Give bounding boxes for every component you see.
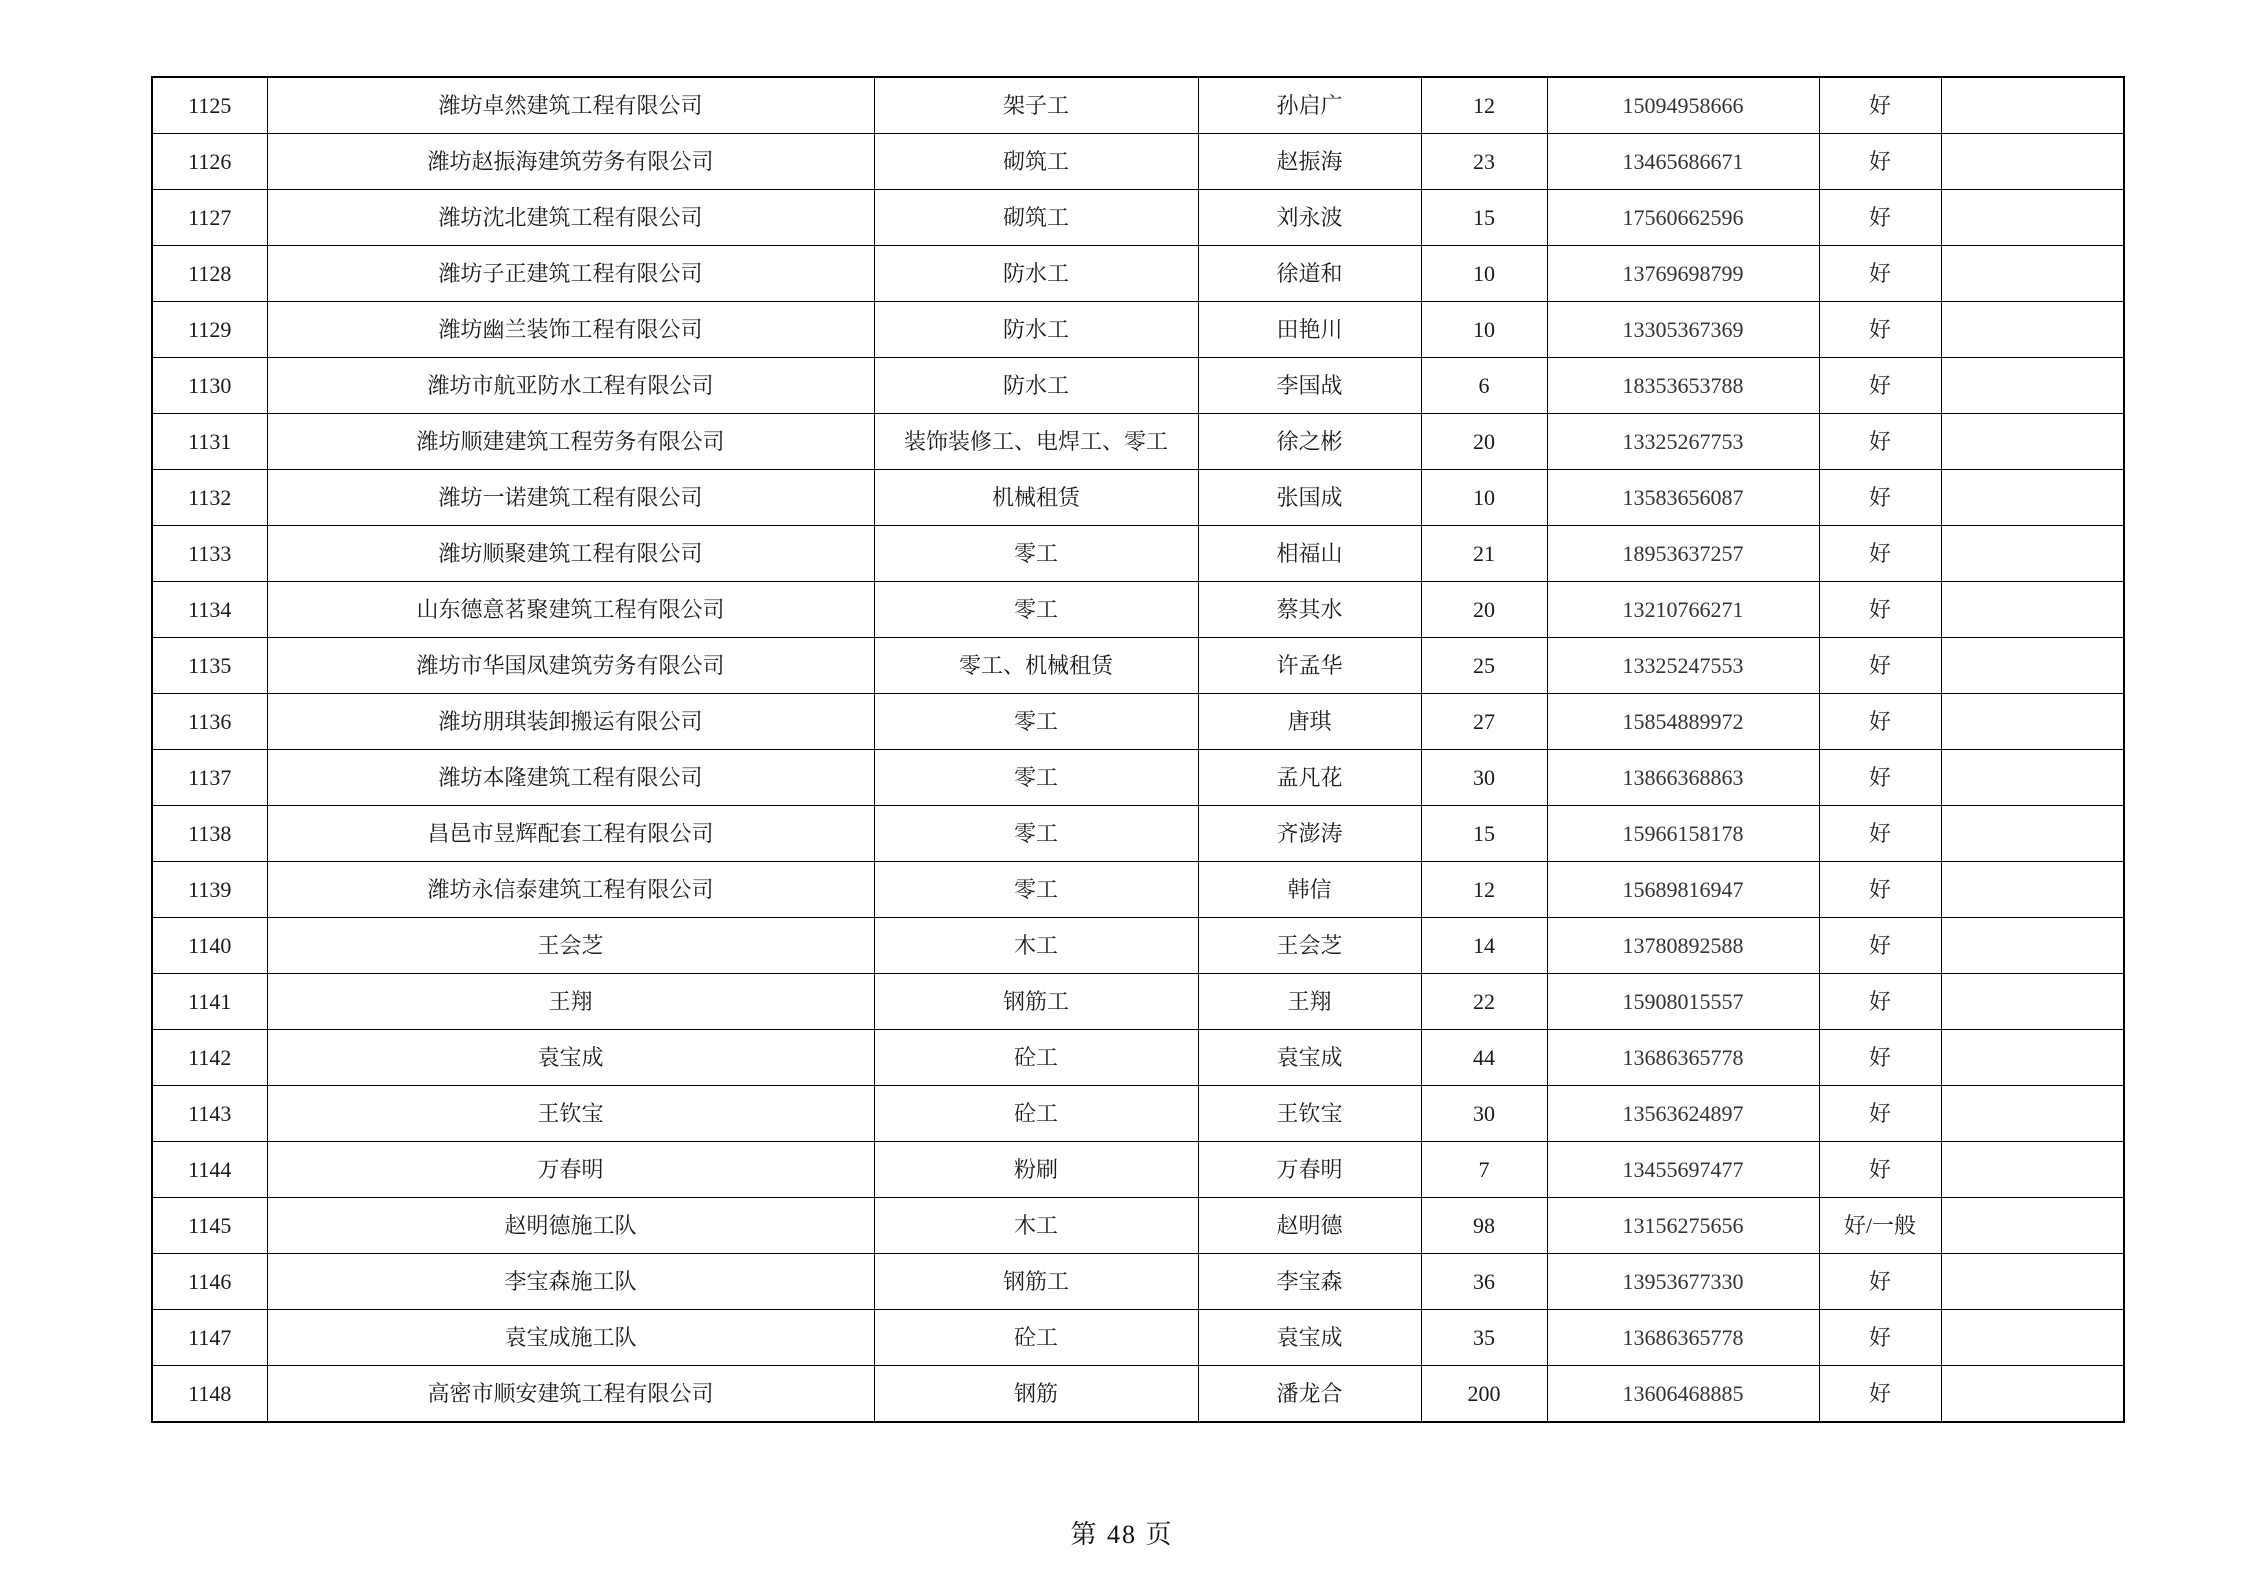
cell-evaluation: 好 xyxy=(1819,918,1941,974)
cell-contact-person: 徐道和 xyxy=(1198,246,1421,302)
table-row xyxy=(152,190,2124,246)
cell-evaluation: 好 xyxy=(1819,806,1941,862)
cell-contact-person: 蔡其水 xyxy=(1198,582,1421,638)
table-row xyxy=(152,526,2124,582)
cell-row-number: 1141 xyxy=(152,974,267,1030)
table-row xyxy=(152,918,2124,974)
cell-row-number: 1140 xyxy=(152,918,267,974)
cell-company-name: 山东德意茗聚建筑工程有限公司 xyxy=(267,582,874,638)
cell-evaluation: 好 xyxy=(1819,638,1941,694)
cell-remarks xyxy=(1941,638,2124,694)
cell-evaluation: 好 xyxy=(1819,1030,1941,1086)
cell-phone-number: 13686365778 xyxy=(1547,1030,1819,1086)
cell-phone-number: 15094958666 xyxy=(1547,77,1819,134)
cell-worker-count: 23 xyxy=(1421,134,1547,190)
cell-company-name: 潍坊顺建建筑工程劳务有限公司 xyxy=(267,414,874,470)
cell-evaluation: 好 xyxy=(1819,358,1941,414)
cell-evaluation: 好 xyxy=(1819,77,1941,134)
cell-contact-person: 王会芝 xyxy=(1198,918,1421,974)
cell-worker-count: 6 xyxy=(1421,358,1547,414)
cell-company-name: 袁宝成 xyxy=(267,1030,874,1086)
cell-evaluation: 好 xyxy=(1819,694,1941,750)
cell-contact-person: 万春明 xyxy=(1198,1142,1421,1198)
cell-row-number: 1142 xyxy=(152,1030,267,1086)
cell-worker-count: 12 xyxy=(1421,862,1547,918)
cell-remarks xyxy=(1941,750,2124,806)
cell-worker-count: 20 xyxy=(1421,582,1547,638)
cell-phone-number: 13780892588 xyxy=(1547,918,1819,974)
cell-remarks xyxy=(1941,694,2124,750)
cell-worker-count: 35 xyxy=(1421,1310,1547,1366)
table-row xyxy=(152,134,2124,190)
cell-contact-person: 韩信 xyxy=(1198,862,1421,918)
cell-remarks xyxy=(1941,1254,2124,1310)
cell-worker-count: 14 xyxy=(1421,918,1547,974)
cell-contact-person: 孙启广 xyxy=(1198,77,1421,134)
cell-trade-type: 防水工 xyxy=(874,358,1198,414)
cell-trade-type: 砌筑工 xyxy=(874,190,1198,246)
cell-remarks xyxy=(1941,582,2124,638)
cell-worker-count: 15 xyxy=(1421,806,1547,862)
cell-trade-type: 砌筑工 xyxy=(874,134,1198,190)
cell-phone-number: 13953677330 xyxy=(1547,1254,1819,1310)
cell-evaluation: 好 xyxy=(1819,246,1941,302)
cell-row-number: 1130 xyxy=(152,358,267,414)
cell-evaluation: 好 xyxy=(1819,974,1941,1030)
cell-remarks xyxy=(1941,526,2124,582)
cell-evaluation: 好 xyxy=(1819,1254,1941,1310)
cell-phone-number: 15908015557 xyxy=(1547,974,1819,1030)
cell-contact-person: 李国战 xyxy=(1198,358,1421,414)
cell-remarks xyxy=(1941,1142,2124,1198)
cell-worker-count: 30 xyxy=(1421,1086,1547,1142)
table-row xyxy=(152,638,2124,694)
cell-company-name: 潍坊朋琪装卸搬运有限公司 xyxy=(267,694,874,750)
cell-phone-number: 15966158178 xyxy=(1547,806,1819,862)
cell-worker-count: 7 xyxy=(1421,1142,1547,1198)
table-row xyxy=(152,806,2124,862)
cell-remarks xyxy=(1941,358,2124,414)
cell-contact-person: 王钦宝 xyxy=(1198,1086,1421,1142)
cell-contact-person: 孟凡花 xyxy=(1198,750,1421,806)
cell-trade-type: 砼工 xyxy=(874,1310,1198,1366)
cell-evaluation: 好 xyxy=(1819,134,1941,190)
table-row xyxy=(152,1366,2124,1423)
table-row xyxy=(152,470,2124,526)
cell-phone-number: 13305367369 xyxy=(1547,302,1819,358)
cell-phone-number: 18953637257 xyxy=(1547,526,1819,582)
cell-evaluation: 好/一般 xyxy=(1819,1198,1941,1254)
cell-remarks xyxy=(1941,1310,2124,1366)
cell-row-number: 1143 xyxy=(152,1086,267,1142)
cell-worker-count: 44 xyxy=(1421,1030,1547,1086)
cell-remarks xyxy=(1941,246,2124,302)
table-row xyxy=(152,862,2124,918)
cell-trade-type: 零工 xyxy=(874,862,1198,918)
cell-contact-person: 袁宝成 xyxy=(1198,1310,1421,1366)
cell-phone-number: 13325247553 xyxy=(1547,638,1819,694)
cell-phone-number: 15854889972 xyxy=(1547,694,1819,750)
table-row xyxy=(152,1254,2124,1310)
cell-remarks xyxy=(1941,1086,2124,1142)
cell-remarks xyxy=(1941,302,2124,358)
table-row xyxy=(152,974,2124,1030)
cell-remarks xyxy=(1941,77,2124,134)
cell-trade-type: 钢筋 xyxy=(874,1366,1198,1423)
cell-remarks xyxy=(1941,806,2124,862)
cell-evaluation: 好 xyxy=(1819,750,1941,806)
cell-contact-person: 袁宝成 xyxy=(1198,1030,1421,1086)
cell-phone-number: 13686365778 xyxy=(1547,1310,1819,1366)
cell-worker-count: 20 xyxy=(1421,414,1547,470)
cell-remarks xyxy=(1941,134,2124,190)
cell-remarks xyxy=(1941,918,2124,974)
cell-trade-type: 木工 xyxy=(874,1198,1198,1254)
cell-contact-person: 王翔 xyxy=(1198,974,1421,1030)
roster-body xyxy=(152,77,2124,1422)
cell-evaluation: 好 xyxy=(1819,1086,1941,1142)
cell-remarks xyxy=(1941,1366,2124,1423)
cell-evaluation: 好 xyxy=(1819,414,1941,470)
cell-row-number: 1148 xyxy=(152,1366,267,1423)
cell-worker-count: 36 xyxy=(1421,1254,1547,1310)
cell-phone-number: 13325267753 xyxy=(1547,414,1819,470)
cell-phone-number: 15689816947 xyxy=(1547,862,1819,918)
cell-worker-count: 27 xyxy=(1421,694,1547,750)
cell-row-number: 1134 xyxy=(152,582,267,638)
cell-worker-count: 21 xyxy=(1421,526,1547,582)
cell-company-name: 潍坊赵振海建筑劳务有限公司 xyxy=(267,134,874,190)
cell-phone-number: 18353653788 xyxy=(1547,358,1819,414)
cell-company-name: 王会芝 xyxy=(267,918,874,974)
cell-phone-number: 13465686671 xyxy=(1547,134,1819,190)
cell-trade-type: 钢筋工 xyxy=(874,974,1198,1030)
cell-company-name: 潍坊卓然建筑工程有限公司 xyxy=(267,77,874,134)
cell-evaluation: 好 xyxy=(1819,582,1941,638)
cell-phone-number: 13583656087 xyxy=(1547,470,1819,526)
cell-remarks xyxy=(1941,190,2124,246)
cell-company-name: 王翔 xyxy=(267,974,874,1030)
cell-company-name: 赵明德施工队 xyxy=(267,1198,874,1254)
cell-row-number: 1125 xyxy=(152,77,267,134)
cell-contact-person: 齐澎涛 xyxy=(1198,806,1421,862)
cell-trade-type: 零工、机械租赁 xyxy=(874,638,1198,694)
cell-phone-number: 13866368863 xyxy=(1547,750,1819,806)
cell-row-number: 1147 xyxy=(152,1310,267,1366)
cell-phone-number: 13606468885 xyxy=(1547,1366,1819,1423)
cell-remarks xyxy=(1941,470,2124,526)
cell-row-number: 1126 xyxy=(152,134,267,190)
cell-contact-person: 刘永波 xyxy=(1198,190,1421,246)
cell-row-number: 1132 xyxy=(152,470,267,526)
cell-worker-count: 200 xyxy=(1421,1366,1547,1423)
cell-contact-person: 李宝森 xyxy=(1198,1254,1421,1310)
cell-worker-count: 10 xyxy=(1421,246,1547,302)
cell-trade-type: 装饰装修工、电焊工、零工 xyxy=(874,414,1198,470)
cell-contact-person: 张国成 xyxy=(1198,470,1421,526)
cell-contact-person: 赵明德 xyxy=(1198,1198,1421,1254)
cell-trade-type: 防水工 xyxy=(874,246,1198,302)
cell-evaluation: 好 xyxy=(1819,1142,1941,1198)
cell-company-name: 潍坊幽兰装饰工程有限公司 xyxy=(267,302,874,358)
cell-company-name: 潍坊一诺建筑工程有限公司 xyxy=(267,470,874,526)
cell-worker-count: 25 xyxy=(1421,638,1547,694)
cell-company-name: 王钦宝 xyxy=(267,1086,874,1142)
cell-row-number: 1133 xyxy=(152,526,267,582)
cell-evaluation: 好 xyxy=(1819,1310,1941,1366)
cell-contact-person: 赵振海 xyxy=(1198,134,1421,190)
cell-company-name: 万春明 xyxy=(267,1142,874,1198)
cell-worker-count: 10 xyxy=(1421,470,1547,526)
cell-row-number: 1144 xyxy=(152,1142,267,1198)
cell-company-name: 潍坊子正建筑工程有限公司 xyxy=(267,246,874,302)
table-row xyxy=(152,1086,2124,1142)
table-row xyxy=(152,694,2124,750)
cell-company-name: 昌邑市昱辉配套工程有限公司 xyxy=(267,806,874,862)
cell-row-number: 1135 xyxy=(152,638,267,694)
cell-trade-type: 钢筋工 xyxy=(874,1254,1198,1310)
cell-company-name: 潍坊市华国凤建筑劳务有限公司 xyxy=(267,638,874,694)
table-row xyxy=(152,414,2124,470)
cell-company-name: 袁宝成施工队 xyxy=(267,1310,874,1366)
cell-contact-person: 相福山 xyxy=(1198,526,1421,582)
cell-trade-type: 防水工 xyxy=(874,302,1198,358)
cell-trade-type: 机械租赁 xyxy=(874,470,1198,526)
cell-phone-number: 13210766271 xyxy=(1547,582,1819,638)
table-row xyxy=(152,302,2124,358)
cell-worker-count: 10 xyxy=(1421,302,1547,358)
cell-row-number: 1129 xyxy=(152,302,267,358)
table-row xyxy=(152,1142,2124,1198)
page-number: 第 48 页 xyxy=(1070,1520,1174,1549)
cell-contact-person: 田艳川 xyxy=(1198,302,1421,358)
cell-row-number: 1136 xyxy=(152,694,267,750)
cell-row-number: 1138 xyxy=(152,806,267,862)
cell-company-name: 李宝森施工队 xyxy=(267,1254,874,1310)
cell-contact-person: 潘龙合 xyxy=(1198,1366,1421,1423)
cell-contact-person: 徐之彬 xyxy=(1198,414,1421,470)
cell-row-number: 1128 xyxy=(152,246,267,302)
cell-trade-type: 零工 xyxy=(874,806,1198,862)
cell-remarks xyxy=(1941,862,2124,918)
table-row xyxy=(152,750,2124,806)
cell-worker-count: 22 xyxy=(1421,974,1547,1030)
cell-trade-type: 零工 xyxy=(874,526,1198,582)
cell-company-name: 潍坊沈北建筑工程有限公司 xyxy=(267,190,874,246)
cell-row-number: 1127 xyxy=(152,190,267,246)
cell-row-number: 1131 xyxy=(152,414,267,470)
cell-worker-count: 15 xyxy=(1421,190,1547,246)
cell-company-name: 潍坊市航亚防水工程有限公司 xyxy=(267,358,874,414)
cell-worker-count: 12 xyxy=(1421,77,1547,134)
cell-contact-person: 唐琪 xyxy=(1198,694,1421,750)
cell-remarks xyxy=(1941,974,2124,1030)
cell-remarks xyxy=(1941,1030,2124,1086)
cell-row-number: 1137 xyxy=(152,750,267,806)
table-row xyxy=(152,1310,2124,1366)
cell-row-number: 1146 xyxy=(152,1254,267,1310)
cell-remarks xyxy=(1941,1198,2124,1254)
table-row xyxy=(152,1030,2124,1086)
cell-phone-number: 17560662596 xyxy=(1547,190,1819,246)
cell-company-name: 潍坊本隆建筑工程有限公司 xyxy=(267,750,874,806)
cell-worker-count: 98 xyxy=(1421,1198,1547,1254)
cell-trade-type: 架子工 xyxy=(874,77,1198,134)
cell-evaluation: 好 xyxy=(1819,190,1941,246)
roster-table xyxy=(151,76,2125,1423)
cell-contact-person: 许孟华 xyxy=(1198,638,1421,694)
table-row xyxy=(152,77,2124,134)
cell-remarks xyxy=(1941,414,2124,470)
cell-company-name: 潍坊永信泰建筑工程有限公司 xyxy=(267,862,874,918)
cell-trade-type: 砼工 xyxy=(874,1030,1198,1086)
table-row xyxy=(152,358,2124,414)
cell-company-name: 高密市顺安建筑工程有限公司 xyxy=(267,1366,874,1423)
cell-row-number: 1145 xyxy=(152,1198,267,1254)
cell-trade-type: 零工 xyxy=(874,582,1198,638)
cell-evaluation: 好 xyxy=(1819,526,1941,582)
cell-trade-type: 零工 xyxy=(874,750,1198,806)
cell-trade-type: 零工 xyxy=(874,694,1198,750)
cell-evaluation: 好 xyxy=(1819,862,1941,918)
cell-worker-count: 30 xyxy=(1421,750,1547,806)
cell-phone-number: 13769698799 xyxy=(1547,246,1819,302)
cell-evaluation: 好 xyxy=(1819,1366,1941,1423)
cell-phone-number: 13156275656 xyxy=(1547,1198,1819,1254)
table-row xyxy=(152,246,2124,302)
cell-trade-type: 砼工 xyxy=(874,1086,1198,1142)
cell-evaluation: 好 xyxy=(1819,470,1941,526)
table-row xyxy=(152,582,2124,638)
cell-phone-number: 13563624897 xyxy=(1547,1086,1819,1142)
cell-row-number: 1139 xyxy=(152,862,267,918)
cell-trade-type: 粉刷 xyxy=(874,1142,1198,1198)
cell-evaluation: 好 xyxy=(1819,302,1941,358)
cell-trade-type: 木工 xyxy=(874,918,1198,974)
cell-phone-number: 13455697477 xyxy=(1547,1142,1819,1198)
table-row xyxy=(152,1198,2124,1254)
cell-company-name: 潍坊顺聚建筑工程有限公司 xyxy=(267,526,874,582)
